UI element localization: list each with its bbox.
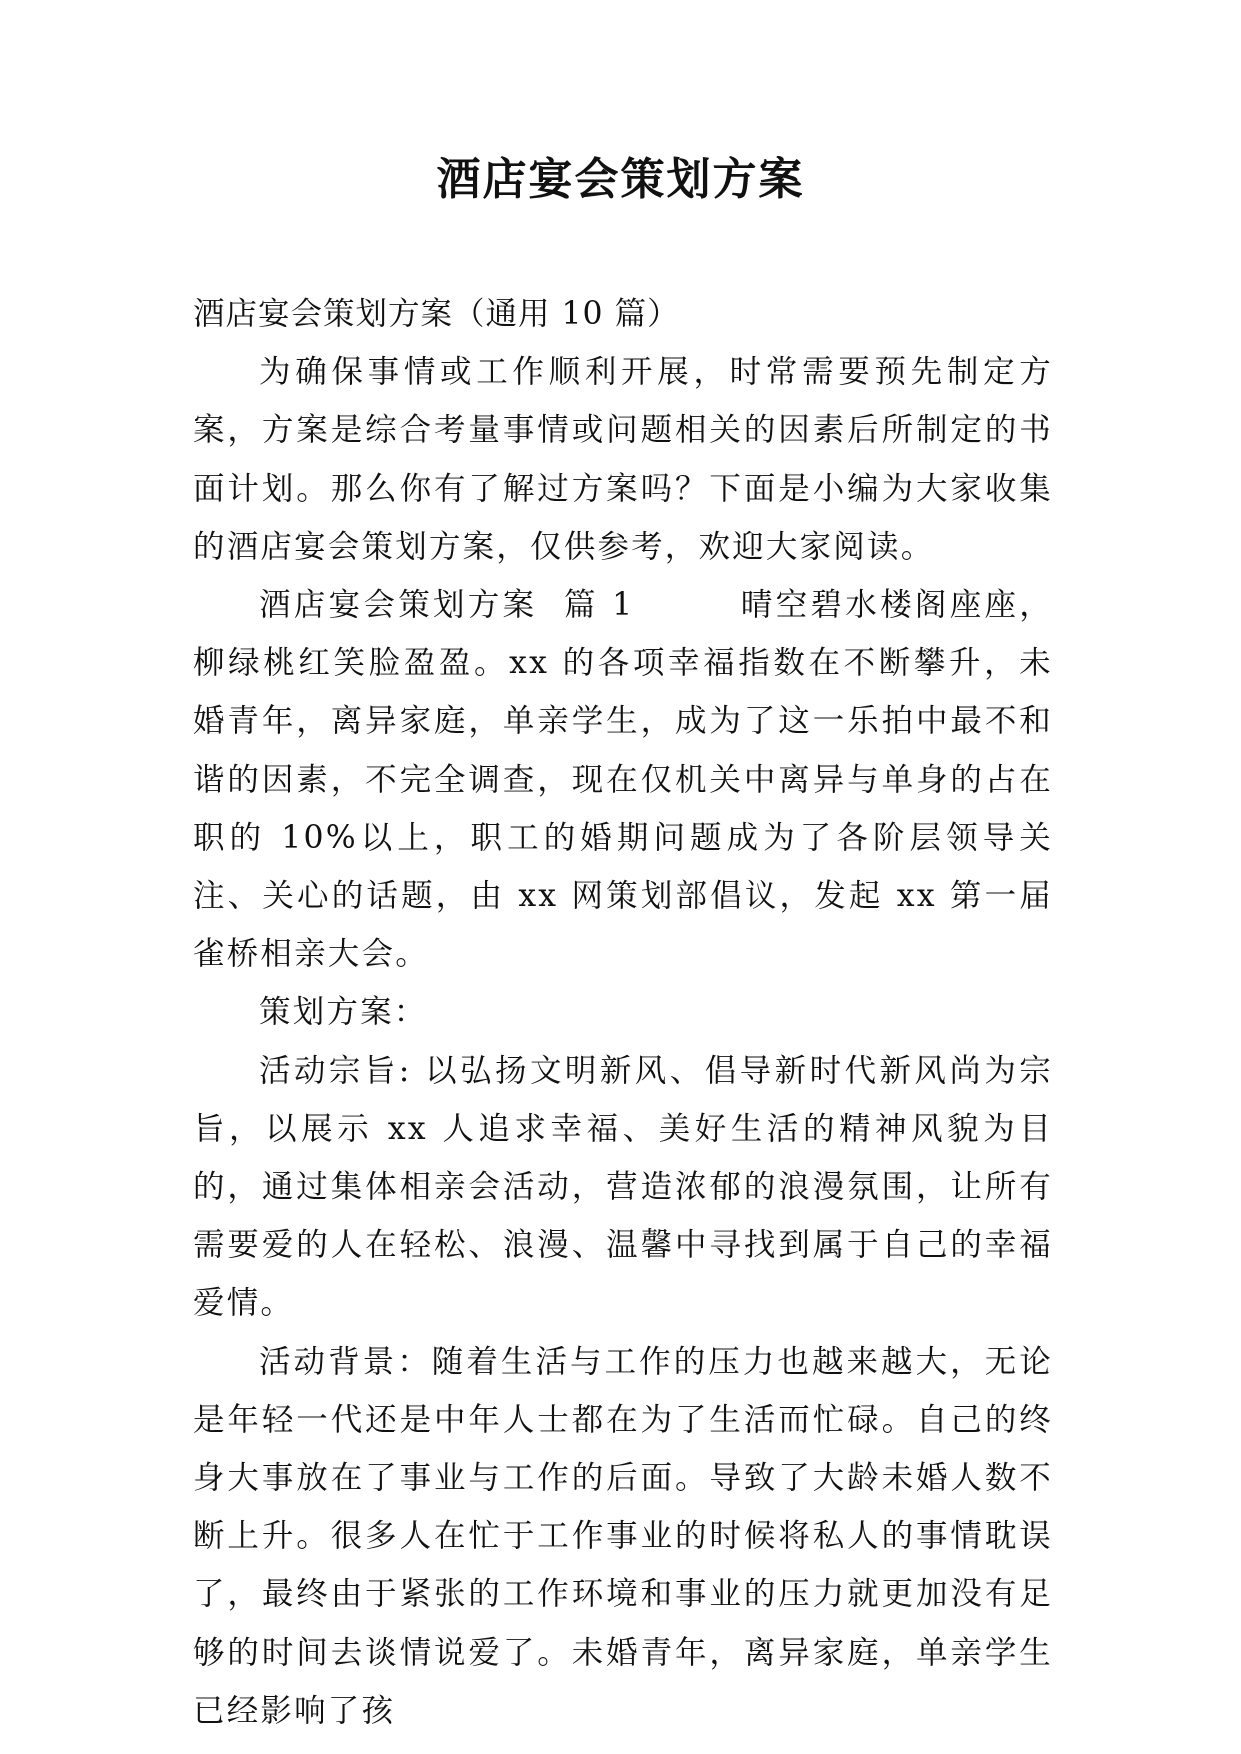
- paragraph-background: 活动背景：随着生活与工作的压力也越来越大，无论是年轻一代还是中年人士都在为了生活而忙碌。自己的终身大事放在了事业与工作的后面。导致了大龄未婚人数不断上升。很多人在忙于工作事业的时候将私人的事情耽误了，最终由于紧张的工作环境和事业的压力就更加没有足够的时间去谈情说爱了。未婚青年，离异家庭，单亲学生已经影响了孩: [193, 1343, 1053, 1729]
- paragraph-purpose: 活动宗旨: 以弘扬文明新风、倡导新时代新风尚为宗旨，以展示 xx 人追求幸福、美好生活的精神风貌为目的，通过集体相亲会活动，营造浓郁的浪漫氛围，让所有需要爱的人在轻松、浪漫、温馨中寻找到属于自己的幸福爱情。: [193, 1052, 1053, 1322]
- paragraph-intro: 为确保事情或工作顺利开展，时常需要预先制定方案，方案是综合考量事情或问题相关的因素后所制定的书面计划。那么你有了解过方案吗？下面是小编为大家收集的酒店宴会策划方案，仅供参考，欢迎大家阅读。: [193, 354, 1053, 565]
- document-title: 酒店宴会策划方案: [436, 154, 805, 205]
- document-subtitle: 酒店宴会策划方案（通用 10 篇）: [193, 296, 680, 332]
- paragraph-plan-heading: 策划方案：: [259, 994, 428, 1031]
- document-body: [193, 285, 1053, 1740]
- paragraph-part-1: 酒店宴会策划方案 篇 1 晴空碧水楼阁座座，柳绿桃红笑脸盈盈。xx 的各项幸福指数在不断攀升，未婚青年，离异家庭，单亲学生，成为了这一乐拍中最不和谐的因素，不完全调查，现在仅机关中离异与单身的占在职的 10%以上，职工的婚期问题成为了各阶层领导关注、关心的话题，由 xx 网策划部倡议，发起 xx 第一届雀桥相亲大会。: [193, 587, 1053, 973]
